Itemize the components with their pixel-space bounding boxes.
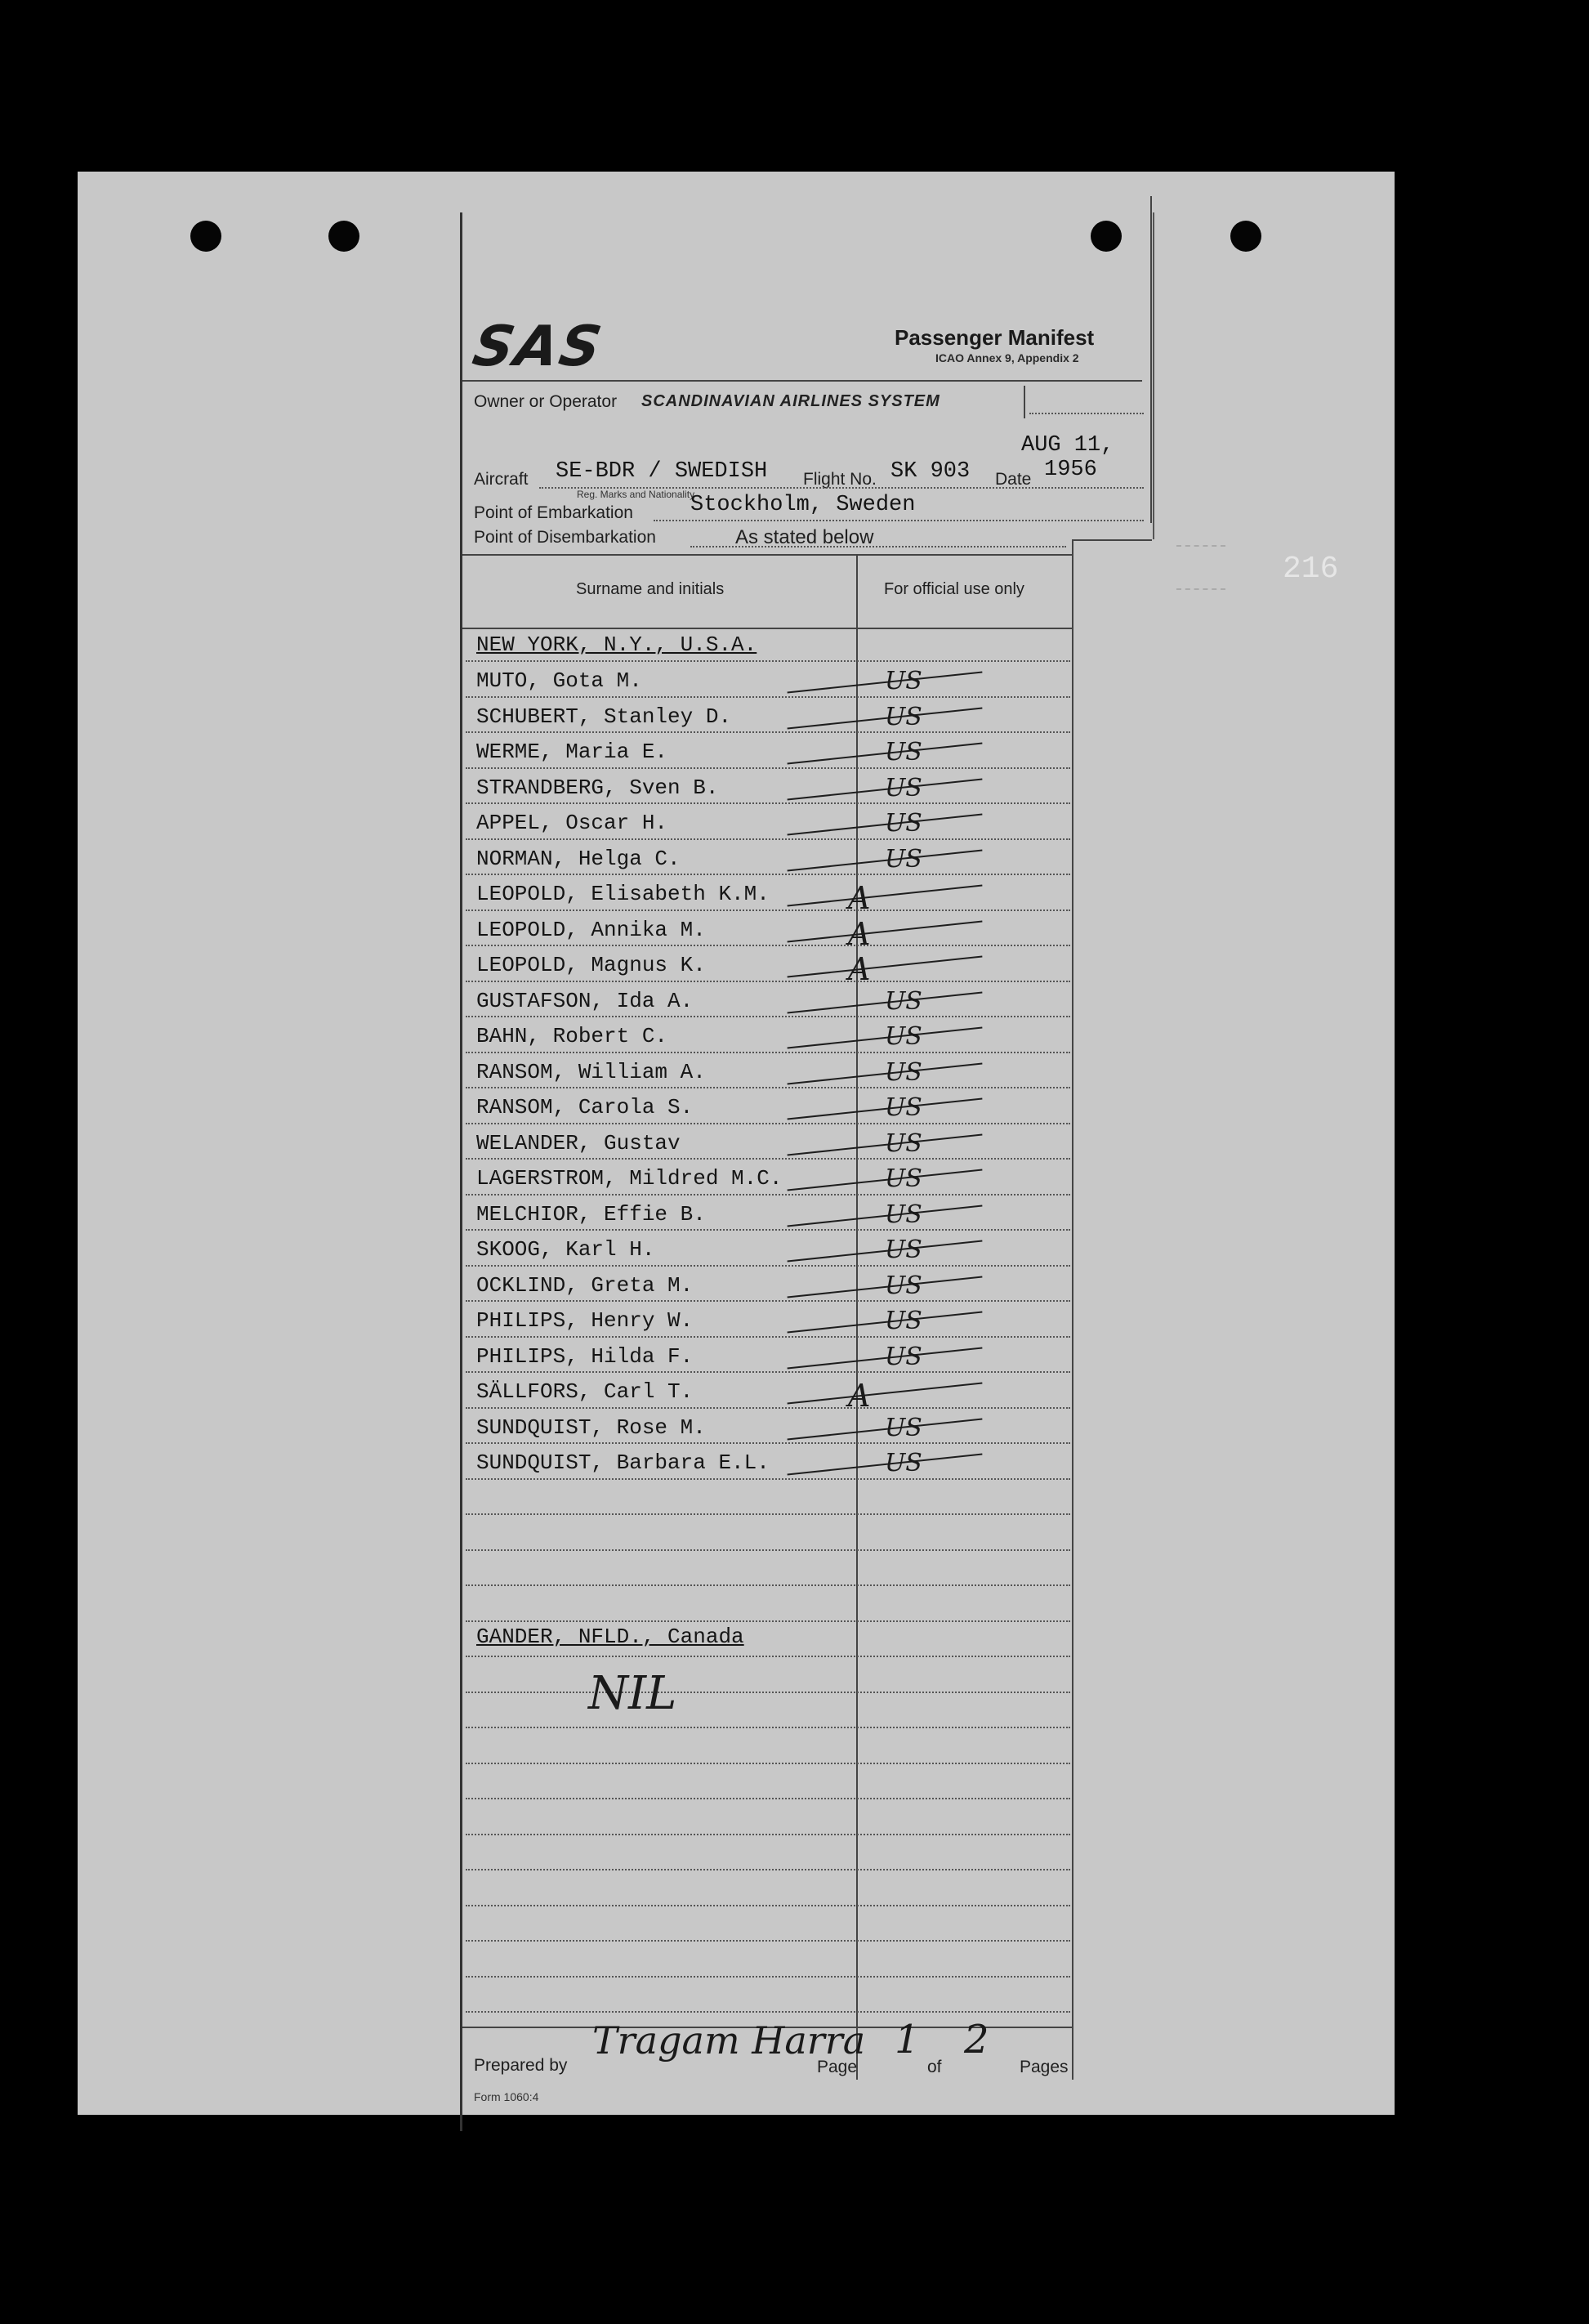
official-mark: US (885, 844, 922, 874)
ruled-line (466, 1692, 1070, 1693)
section-note: NIL (588, 1667, 677, 1720)
date-value-1: AUG 11, (1021, 433, 1114, 458)
punch-hole (328, 221, 359, 252)
page-number: 216 (1283, 552, 1339, 587)
ruled-line (466, 1229, 1070, 1231)
official-mark: A (848, 915, 871, 952)
manifest-title: Passenger Manifest (895, 325, 1095, 350)
embarkation-value: Stockholm, Sweden (690, 493, 916, 517)
ruled-line (466, 1656, 1070, 1657)
signature: Tragam Harra (592, 2018, 866, 2063)
section-heading: NEW YORK, N.Y., U.S.A. (476, 632, 757, 657)
margin-mark (1176, 545, 1225, 547)
passenger-name: RANSOM, Carola S. (476, 1095, 694, 1120)
official-mark: US (885, 1200, 922, 1229)
reg-caption: Reg. Marks and Nationality (577, 489, 695, 500)
ruled-line (466, 1940, 1070, 1942)
ruled-line (466, 1869, 1070, 1870)
official-mark: US (885, 986, 922, 1016)
ruled-line (466, 1620, 1070, 1622)
passenger-name: GUSTAFSON, Ida A. (476, 988, 694, 1013)
ruled-line (466, 1016, 1070, 1017)
ruled-line (466, 981, 1070, 982)
punch-hole (190, 221, 221, 252)
form-border (1150, 196, 1152, 523)
ruled-line (466, 1052, 1070, 1053)
official-mark: US (885, 1236, 922, 1264)
ruled-line (466, 1194, 1070, 1196)
passenger-name: BAHN, Robert C. (476, 1024, 668, 1048)
ruled-line (466, 1905, 1070, 1906)
passenger-name: SUNDQUIST, Rose M. (476, 1415, 706, 1440)
ruled-line (466, 2011, 1070, 2013)
prepared-label: Prepared by (474, 2056, 568, 2075)
official-mark: US (885, 1164, 922, 1193)
ruled-line (466, 1549, 1070, 1551)
passenger-name: SÄLLFORS, Carl T. (476, 1379, 694, 1404)
passenger-name: LEOPOLD, Elisabeth K.M. (476, 882, 770, 906)
ruled-line (466, 1371, 1070, 1373)
table-header-top (462, 554, 1073, 556)
ruled-line (466, 1158, 1070, 1160)
divider (1024, 386, 1025, 418)
page-value: 1 (895, 2017, 920, 2063)
passenger-name: MELCHIOR, Effie B. (476, 1201, 706, 1227)
passenger-name: SUNDQUIST, Barbara E.L. (476, 1450, 770, 1475)
passenger-name: RANSOM, William A. (476, 1059, 706, 1084)
ruled-line (466, 1584, 1070, 1586)
ruled-line (466, 731, 1070, 733)
official-mark: US (885, 1271, 922, 1300)
official-mark: US (885, 773, 922, 802)
passenger-name: STRANDBERG, Sven B. (476, 775, 719, 800)
ruled-line (466, 1336, 1070, 1338)
official-mark: US (885, 1449, 922, 1477)
ruled-line (466, 1727, 1070, 1728)
ruled-line (466, 1087, 1070, 1088)
ruled-line (466, 767, 1070, 769)
ruled-line (466, 696, 1070, 698)
official-mark: A (848, 951, 871, 987)
owner-value: SCANDINAVIAN AIRLINES SYSTEM (641, 392, 940, 410)
official-mark: US (885, 667, 922, 695)
ruled-line (466, 838, 1070, 840)
passenger-name: LEOPOLD, Annika M. (476, 917, 706, 942)
passenger-name: PHILIPS, Henry W. (476, 1308, 694, 1333)
column-name-header: Surname and initials (576, 580, 725, 598)
of-label: of (927, 2058, 942, 2076)
divider (462, 380, 1142, 382)
divider (654, 520, 1144, 521)
aircraft-label: Aircraft (474, 470, 529, 489)
passenger-name: OCKLIND, Greta M. (476, 1272, 694, 1298)
ruled-line (466, 1407, 1070, 1409)
ruled-line (466, 909, 1070, 911)
official-mark: US (885, 809, 922, 838)
official-mark: US (885, 1128, 922, 1158)
ruled-line (466, 802, 1070, 804)
passenger-name: WERME, Maria E. (476, 740, 668, 764)
passenger-name: SCHUBERT, Stanley D. (476, 704, 732, 729)
manifest-subtitle: ICAO Annex 9, Appendix 2 (935, 351, 1079, 364)
passenger-name: LEOPOLD, Magnus K. (476, 953, 706, 977)
ruled-line (466, 660, 1070, 662)
page-label: Page (817, 2058, 858, 2076)
divider (690, 546, 1066, 547)
ruled-line (466, 1763, 1070, 1764)
official-mark: US (885, 1413, 922, 1442)
margin-mark (1176, 588, 1225, 590)
ruled-line (466, 1976, 1070, 1978)
passenger-name: WELANDER, Gustav (476, 1130, 681, 1155)
flight-label: Flight No. (803, 470, 877, 489)
ruled-line (466, 1265, 1070, 1267)
ruled-line (466, 1123, 1070, 1124)
disembarkation-value: As stated below (735, 526, 874, 548)
sas-logo: SAS (468, 315, 608, 379)
passenger-name: LAGERSTROM, Mildred M.C. (476, 1166, 783, 1191)
ruled-line (466, 1834, 1070, 1835)
passenger-name: MUTO, Gota M. (476, 668, 642, 693)
ruled-line (466, 1798, 1070, 1799)
section-heading: GANDER, NFLD., Canada (476, 1625, 744, 1649)
ruled-line (466, 1513, 1070, 1515)
official-mark: US (885, 1093, 922, 1122)
column-divider (856, 556, 858, 2080)
form-code: Form 1060:4 (474, 2090, 539, 2103)
official-mark: A (848, 880, 871, 916)
passenger-name: APPEL, Oscar H. (476, 811, 668, 835)
form-border (1072, 539, 1152, 541)
official-mark: US (885, 1342, 922, 1371)
official-mark: US (885, 702, 922, 731)
date-label: Date (995, 470, 1032, 489)
column-official-header: For official use only (884, 580, 1024, 598)
form-border (1072, 539, 1073, 2080)
punch-hole (1230, 221, 1261, 252)
official-mark: US (885, 1307, 922, 1335)
ruled-line (466, 1300, 1070, 1302)
date-value-2: 1956 (1044, 458, 1097, 482)
official-mark: A (848, 1378, 871, 1414)
official-mark: US (885, 1022, 922, 1051)
passenger-name: PHILIPS, Hilda F. (476, 1343, 694, 1369)
passenger-name: NORMAN, Helga C. (476, 846, 681, 871)
ruled-line (466, 945, 1070, 946)
divider (1029, 413, 1144, 414)
official-mark: US (885, 738, 922, 766)
ruled-line (466, 874, 1070, 875)
official-mark: US (885, 1057, 922, 1087)
embarkation-label: Point of Embarkation (474, 503, 633, 522)
pages-value: 2 (964, 2017, 989, 2063)
ruled-line (466, 1442, 1070, 1444)
pages-label: Pages (1020, 2058, 1069, 2076)
flight-value: SK 903 (890, 459, 971, 484)
ruled-line (466, 1478, 1070, 1480)
passenger-name: SKOOG, Karl H. (476, 1237, 655, 1262)
disembarkation-label: Point of Disembarkation (474, 528, 656, 547)
table-header-bottom (462, 628, 1073, 629)
owner-label: Owner or Operator (474, 392, 618, 411)
aircraft-value: SE-BDR / SWEDISH (556, 459, 768, 484)
